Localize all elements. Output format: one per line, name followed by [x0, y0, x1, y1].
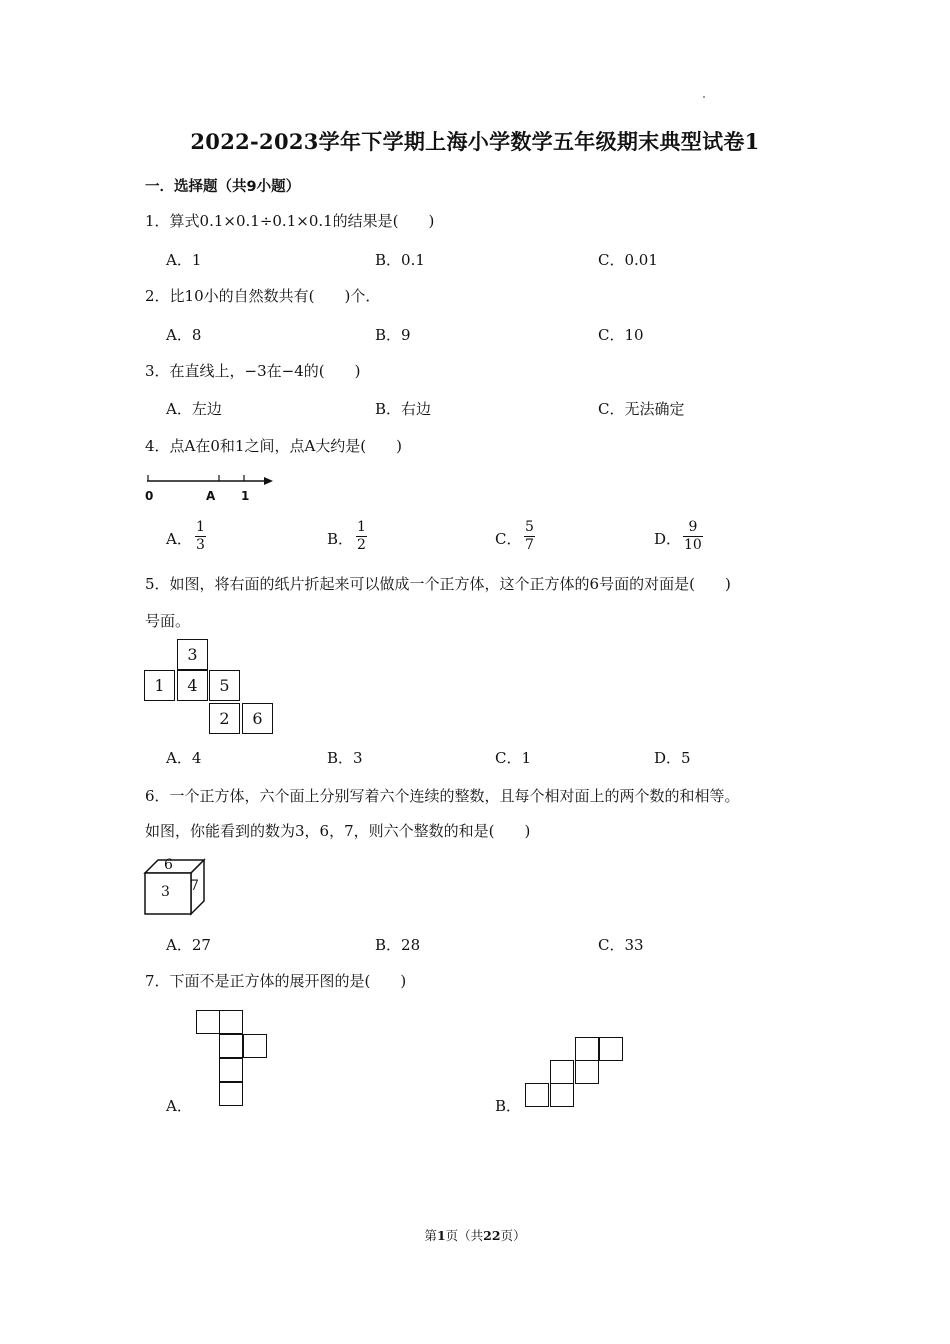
question-4-option-a-fraction — [195, 519, 206, 554]
net-a-square — [196, 1010, 220, 1034]
fraction-numerator: 1 — [357, 519, 366, 535]
fraction-numerator: 5 — [525, 519, 534, 535]
page-footer — [0, 1226, 950, 1244]
question-3-option-a: A．左边 — [166, 400, 222, 418]
net-b-square — [575, 1037, 599, 1061]
question-7-option-a: A． — [166, 1097, 192, 1115]
net-face-3: 3 — [177, 639, 208, 670]
question-7-option-b: B． — [495, 1097, 522, 1115]
net-face-1: 1 — [144, 670, 175, 701]
question-4-option-b-letter: B． — [327, 530, 354, 548]
question-6-option-a: A．27 — [166, 936, 211, 954]
question-5-option-a: A．4 — [166, 749, 202, 767]
question-1-option-a: A．1 — [166, 251, 202, 269]
net-face-5: 5 — [209, 670, 240, 701]
question-4-option-c-letter: C． — [495, 530, 522, 548]
question-3-option-c: C．无法确定 — [598, 400, 685, 418]
section-heading: 一．选择题（共9小题） — [145, 179, 301, 195]
footer-page-number: 1 — [436, 1228, 446, 1243]
question-5-option-b: B．3 — [327, 749, 363, 767]
question-3-stem: 3．在直线上，−3在−4的( ) — [145, 362, 361, 380]
net-face-2: 2 — [209, 703, 240, 734]
question-4-option-b-fraction — [356, 519, 367, 554]
question-2-option-b: B．9 — [375, 326, 411, 344]
net-face-4: 4 — [177, 670, 208, 701]
number-line-label-1: 1 — [241, 489, 250, 503]
question-1-option-b: B．0.1 — [375, 251, 425, 269]
net-b-square — [525, 1083, 549, 1107]
scan-dot — [703, 96, 705, 98]
footer-prefix: 第 — [424, 1228, 437, 1243]
question-5-stem-line2: 号面。 — [145, 612, 191, 630]
question-2-option-c: C．10 — [598, 326, 644, 344]
number-line-label-a: A — [206, 489, 216, 503]
question-7-stem: 7．下面不是正方体的展开图的是( ) — [145, 972, 407, 990]
question-6-option-c: C．33 — [598, 936, 644, 954]
net-b-square — [599, 1037, 623, 1061]
question-5-stem-line1: 5．如图，将右面的纸片折起来可以做成一个正方体，这个正方体的6号面的对面是( ) — [145, 575, 731, 593]
question-2-option-a: A．8 — [166, 326, 202, 344]
question-4-option-c-fraction — [524, 519, 535, 554]
cube-front-number: 3 — [161, 884, 170, 900]
cube-side-number: 7 — [190, 878, 199, 894]
fraction-denominator: 7 — [525, 537, 534, 553]
question-2-stem: 2．比10小的自然数共有( )个． — [145, 287, 381, 305]
question-5-option-c: C．1 — [495, 749, 532, 767]
fraction-numerator: 1 — [196, 519, 205, 535]
footer-mid: 页（共 — [445, 1228, 484, 1243]
cube-figure — [143, 857, 213, 917]
footer-total-pages: 22 — [483, 1228, 501, 1243]
net-a-square — [219, 1082, 243, 1106]
question-5-option-d: D．5 — [654, 749, 691, 767]
question-4-stem: 4．点A在0和1之间，点A大约是( ) — [145, 437, 403, 455]
net-b-square — [550, 1083, 574, 1107]
question-6-stem-line1: 6．一个正方体，六个面上分别写着六个连续的整数，且每个相对面上的两个数的和相等。 — [145, 787, 740, 805]
question-6-stem-line2: 如图，你能看到的数为3，6，7，则六个整数的和是( ) — [145, 822, 531, 840]
number-line-arrow — [264, 477, 273, 485]
cube-top-number: 6 — [164, 857, 173, 873]
question-6-option-b: B．28 — [375, 936, 421, 954]
fraction-denominator: 3 — [196, 537, 205, 553]
net-face-6: 6 — [242, 703, 273, 734]
question-4-option-a-letter: A． — [166, 530, 192, 548]
net-b-square — [550, 1060, 574, 1084]
number-line-label-0: 0 — [145, 489, 154, 503]
net-b-square — [575, 1060, 599, 1084]
page-title: 2022-2023学年下学期上海小学数学五年级期末典型试卷1 — [190, 129, 760, 154]
fraction-denominator: 2 — [357, 537, 366, 553]
net-a-square — [219, 1058, 243, 1082]
question-1-stem: 1．算式0.1×0.1÷0.1×0.1的结果是( ) — [145, 212, 435, 230]
question-4-option-d-letter: D． — [654, 530, 682, 548]
fraction-denominator: 10 — [684, 537, 702, 553]
question-4-option-d-fraction — [683, 519, 703, 554]
fraction-numerator: 9 — [688, 519, 698, 535]
question-3-option-b: B．右边 — [375, 400, 432, 418]
footer-suffix: 页） — [500, 1228, 526, 1243]
question-1-option-c: C．0.01 — [598, 251, 658, 269]
net-a-square — [243, 1034, 267, 1058]
net-a-square — [219, 1034, 243, 1058]
net-a-square — [219, 1010, 243, 1034]
